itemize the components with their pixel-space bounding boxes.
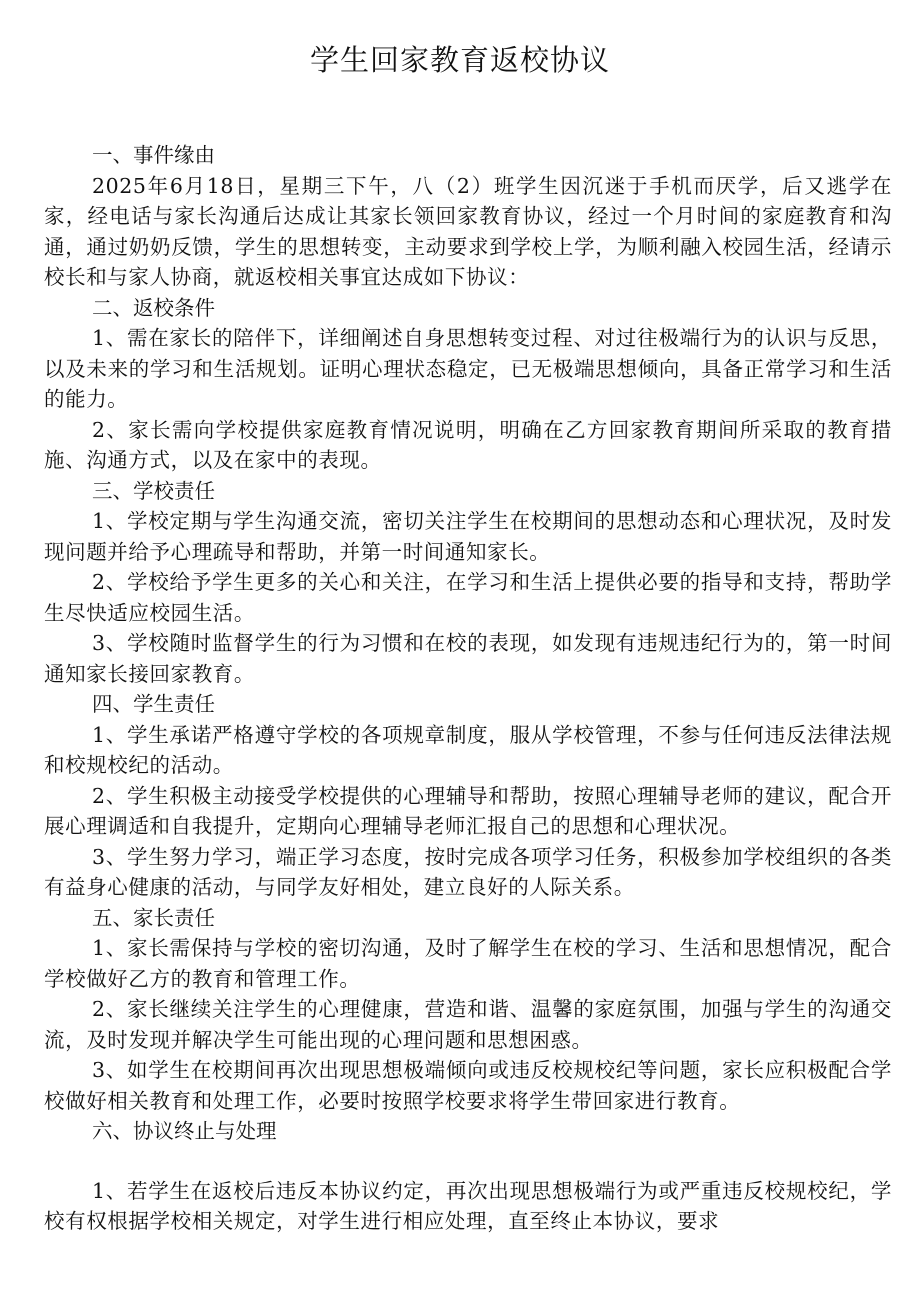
section-heading-1: 一、事件缘由 (92, 143, 215, 167)
section-heading-2: 二、返校条件 (92, 295, 215, 320)
paragraph: 3、如学生在校期间再次出现思想极端倾向或违反校规校纪等问题，家长应积极配合学校做好相关教育和处理工作，必要时按照学校要求将学生带回家进行教育。 (44, 1058, 892, 1113)
paragraph: 1、若学生在返校后违反本协议约定，再次出现思想极端行为或严重违反校规校纪，学校有权根据学校相关规定，对学生进行相应处理，直至终止本协议，要求 (44, 1178, 892, 1233)
document-title: 学生回家教育返校协议 (309, 43, 610, 77)
section-spacer (44, 1147, 892, 1176)
paragraph: 2、学校给予学生更多的关心和关注，在学习和生活上提供必要的指导和支持，帮助学生尽快适应校园生活。 (44, 570, 892, 625)
paragraph: 1、需在家长的陪伴下，详细阐述自身思想转变过程、对过往极端行为的认识与反思，以及未来的学习和生活规划。证明心理状态稳定，已无极端思想倾向，具备正常学习和生活的能力。 (44, 326, 892, 411)
paragraph: 2025年6月18日，星期三下午，八（2）班学生因沉迷于手机而厌学，后又逃学在家，经电话与家长沟通后达成让其家长领回家教育协议，经过一个月时间的家庭教育和沟通，通过奶奶反馈，学生的思想转变，主动要求到学校上学，为顺利融入校园生活，经请示校长和与家人协商，就返校相关事宜达成如下协议： (44, 173, 892, 289)
paragraph: 3、学生努力学习，端正学习态度，按时完成各项学习任务，积极参加学校组织的各类有益身心健康的活动，与同学友好相处，建立良好的人际关系。 (44, 844, 892, 899)
section-heading-6: 六、协议终止与处理 (92, 1119, 277, 1143)
paragraph: 1、学生承诺严格遵守学校的各项规章制度，服从学校管理，不参与任何违反法律法规和校规校纪的活动。 (44, 722, 892, 777)
paragraph: 2、学生积极主动接受学校提供的心理辅导和帮助，按照心理辅导老师的建议，配合开展心理调适和自我提升，定期向心理辅导老师汇报自己的思想和心理状况。 (44, 783, 892, 838)
document-body (44, 140, 892, 1237)
paragraph: 2、家长继续关注学生的心理健康，营造和谐、温馨的家庭氛围，加强与学生的沟通交流，及时发现并解决学生可能出现的心理问题和思想困惑。 (44, 997, 892, 1052)
paragraph: 1、学校定期与学生沟通交流，密切关注学生在校期间的思想动态和心理状况，及时发现问题并给予心理疏导和帮助，并第一时间通知家长。 (44, 509, 892, 564)
paragraph: 1、家长需保持与学校的密切沟通，及时了解学生在校的学习、生活和思想情况，配合学校做好乙方的教育和管理工作。 (44, 936, 892, 991)
section-heading-3: 三、学校责任 (92, 478, 215, 503)
paragraph: 2、家长需向学校提供家庭教育情况说明，明确在乙方回家教育期间所采取的教育措施、沟通方式，以及在家中的表现。 (44, 417, 892, 472)
paragraph: 3、学校随时监督学生的行为习惯和在校的表现，如发现有违规违纪行为的，第一时间通知家长接回家教育。 (44, 631, 892, 686)
section-heading-4: 四、学生责任 (92, 692, 215, 716)
section-heading-5: 五、家长责任 (92, 905, 215, 930)
